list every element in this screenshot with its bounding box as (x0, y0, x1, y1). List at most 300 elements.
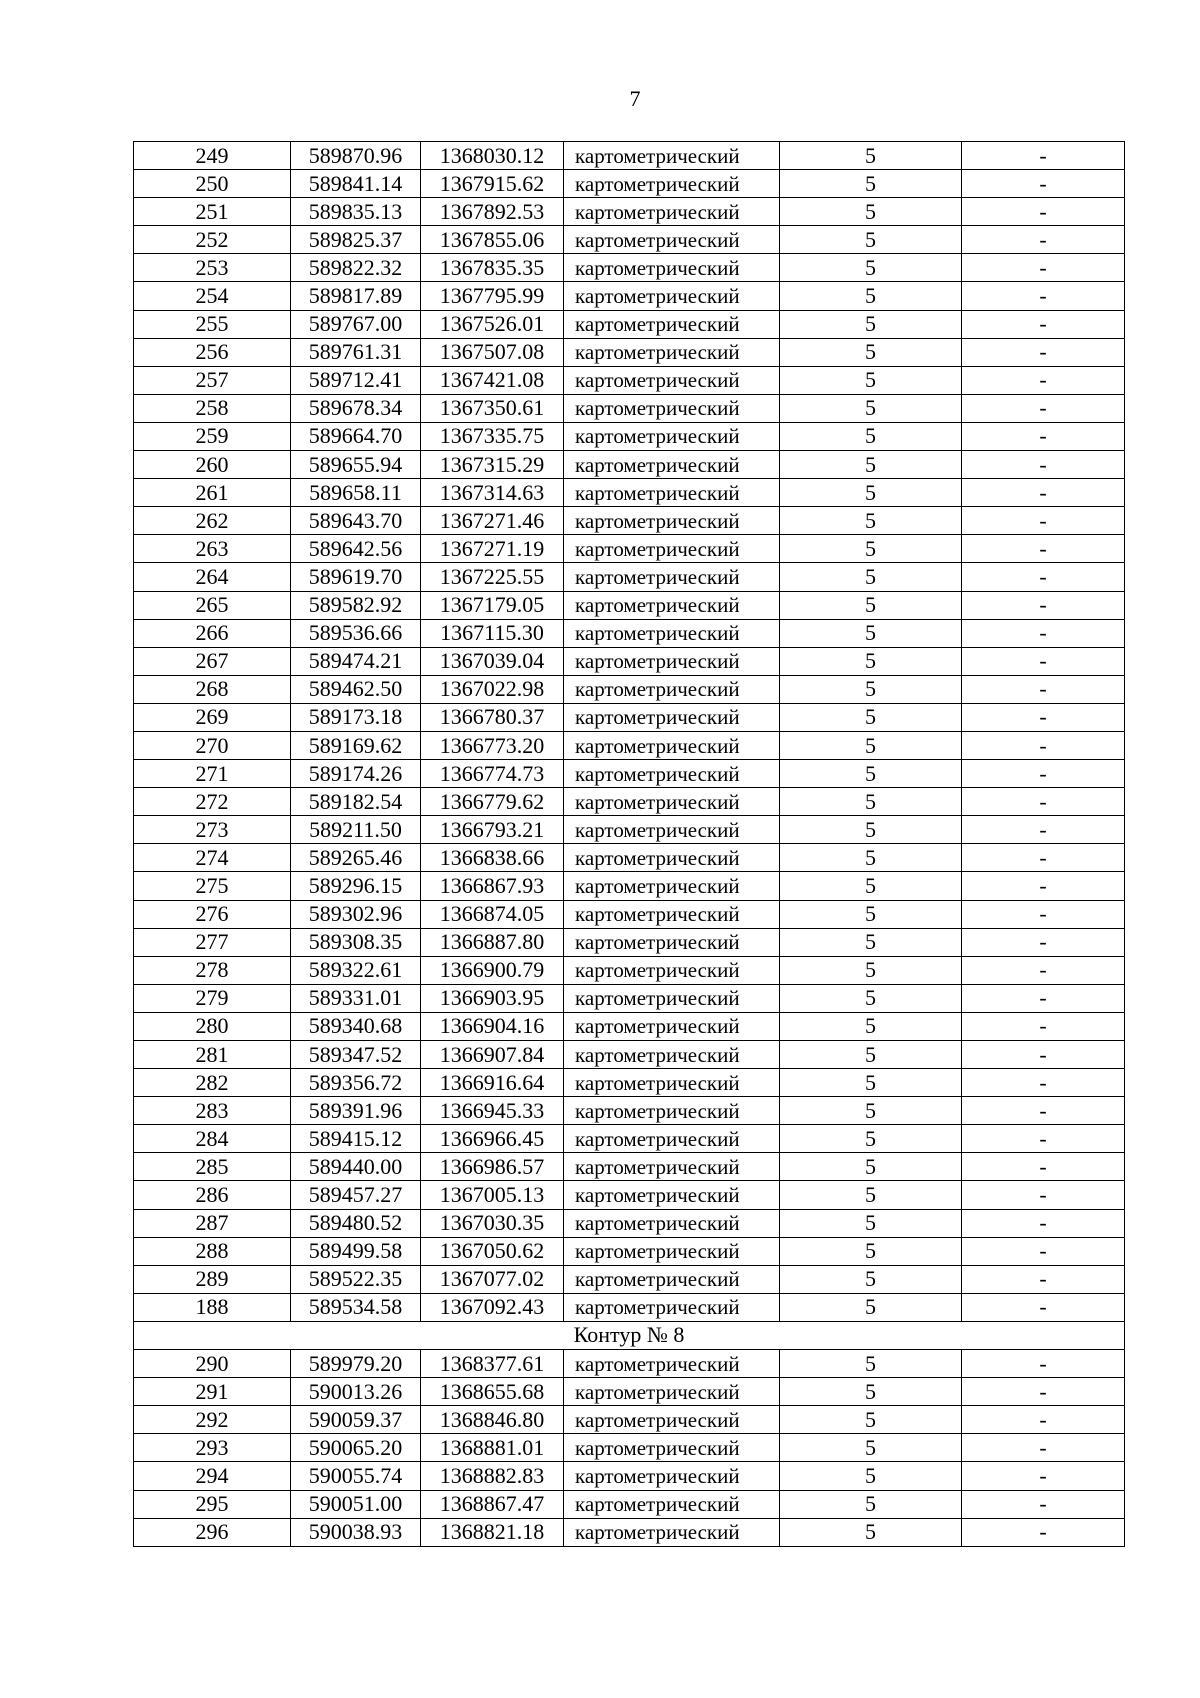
table-row (134, 788, 1125, 816)
cell-point: 284 (134, 1125, 291, 1153)
cell-point: 252 (134, 226, 291, 254)
cell-x: 589474.21 (291, 647, 421, 675)
cell-y: 1367271.46 (421, 507, 564, 535)
cell-method: картометрический (564, 394, 780, 422)
table-row (134, 366, 1125, 394)
cell-note: - (962, 760, 1125, 788)
cell-accuracy: 5 (780, 984, 962, 1012)
table-row (134, 1265, 1125, 1293)
cell-y: 1368867.47 (421, 1490, 564, 1518)
cell-note: - (962, 282, 1125, 310)
cell-x: 589391.96 (291, 1097, 421, 1125)
cell-accuracy: 5 (780, 170, 962, 198)
cell-y: 1367005.13 (421, 1181, 564, 1209)
cell-accuracy: 5 (780, 226, 962, 254)
table-row (134, 1434, 1125, 1462)
cell-accuracy: 5 (780, 394, 962, 422)
cell-point: 261 (134, 479, 291, 507)
cell-y: 1367526.01 (421, 310, 564, 338)
cell-accuracy: 5 (780, 1434, 962, 1462)
cell-y: 1366945.33 (421, 1097, 564, 1125)
cell-x: 589182.54 (291, 788, 421, 816)
cell-accuracy: 5 (780, 422, 962, 450)
cell-accuracy: 5 (780, 816, 962, 844)
cell-method: картометрический (564, 198, 780, 226)
table-row (134, 1350, 1125, 1378)
cell-point: 279 (134, 984, 291, 1012)
cell-accuracy: 5 (780, 1265, 962, 1293)
cell-point: 287 (134, 1209, 291, 1237)
cell-note: - (962, 1153, 1125, 1181)
cell-x: 589761.31 (291, 338, 421, 366)
table-row (134, 1518, 1125, 1546)
cell-x: 589712.41 (291, 366, 421, 394)
cell-method: картометрический (564, 254, 780, 282)
cell-point: 273 (134, 816, 291, 844)
cell-point: 251 (134, 198, 291, 226)
cell-x: 589356.72 (291, 1069, 421, 1097)
cell-note: - (962, 788, 1125, 816)
cell-accuracy: 5 (780, 1209, 962, 1237)
cell-accuracy: 5 (780, 675, 962, 703)
cell-x: 590051.00 (291, 1490, 421, 1518)
cell-note: - (962, 675, 1125, 703)
cell-x: 590038.93 (291, 1518, 421, 1546)
cell-accuracy: 5 (780, 591, 962, 619)
cell-method: картометрический (564, 366, 780, 394)
cell-accuracy: 5 (780, 198, 962, 226)
cell-x: 589767.00 (291, 310, 421, 338)
cell-note: - (962, 1406, 1125, 1434)
cell-note: - (962, 1125, 1125, 1153)
cell-accuracy: 5 (780, 1153, 962, 1181)
cell-x: 589817.89 (291, 282, 421, 310)
cell-point: 280 (134, 1012, 291, 1040)
cell-x: 589825.37 (291, 226, 421, 254)
cell-accuracy: 5 (780, 956, 962, 984)
cell-accuracy: 5 (780, 142, 962, 170)
cell-y: 1367077.02 (421, 1265, 564, 1293)
table-row (134, 703, 1125, 731)
cell-method: картометрический (564, 226, 780, 254)
cell-accuracy: 5 (780, 647, 962, 675)
table-row (134, 479, 1125, 507)
cell-point: 188 (134, 1293, 291, 1321)
cell-note: - (962, 310, 1125, 338)
cell-note: - (962, 451, 1125, 479)
table-row (134, 900, 1125, 928)
cell-point: 274 (134, 844, 291, 872)
cell-note: - (962, 1069, 1125, 1097)
cell-note: - (962, 619, 1125, 647)
cell-point: 271 (134, 760, 291, 788)
cell-method: картометрический (564, 1490, 780, 1518)
table-row (134, 507, 1125, 535)
cell-method: картометрический (564, 703, 780, 731)
cell-note: - (962, 1265, 1125, 1293)
cell-y: 1367335.75 (421, 422, 564, 450)
cell-x: 589643.70 (291, 507, 421, 535)
cell-note: - (962, 647, 1125, 675)
table-row (134, 984, 1125, 1012)
cell-y: 1366986.57 (421, 1153, 564, 1181)
cell-note: - (962, 394, 1125, 422)
cell-y: 1367092.43 (421, 1293, 564, 1321)
cell-x: 589415.12 (291, 1125, 421, 1153)
cell-accuracy: 5 (780, 479, 962, 507)
cell-note: - (962, 591, 1125, 619)
cell-accuracy: 5 (780, 1041, 962, 1069)
cell-method: картометрический (564, 731, 780, 759)
cell-point: 281 (134, 1041, 291, 1069)
table-row (134, 816, 1125, 844)
cell-method: картометрический (564, 1350, 780, 1378)
table-row (134, 1378, 1125, 1406)
cell-x: 589536.66 (291, 619, 421, 647)
table-row (134, 1406, 1125, 1434)
cell-point: 272 (134, 788, 291, 816)
cell-method: картометрический (564, 844, 780, 872)
cell-note: - (962, 1434, 1125, 1462)
cell-x: 590059.37 (291, 1406, 421, 1434)
cell-accuracy: 5 (780, 1069, 962, 1097)
cell-note: - (962, 1237, 1125, 1265)
cell-accuracy: 5 (780, 1378, 962, 1406)
section-row (134, 1321, 1125, 1349)
section-title: Контур № 8 (134, 1321, 1125, 1349)
table-row (134, 535, 1125, 563)
cell-x: 589822.32 (291, 254, 421, 282)
cell-accuracy: 5 (780, 282, 962, 310)
cell-method: картометрический (564, 872, 780, 900)
cell-note: - (962, 1209, 1125, 1237)
cell-note: - (962, 142, 1125, 170)
table-row (134, 1069, 1125, 1097)
cell-x: 589322.61 (291, 956, 421, 984)
cell-note: - (962, 366, 1125, 394)
cell-method: картометрический (564, 142, 780, 170)
table-row (134, 928, 1125, 956)
cell-point: 278 (134, 956, 291, 984)
cell-method: картометрический (564, 1406, 780, 1434)
cell-point: 260 (134, 451, 291, 479)
table-row (134, 394, 1125, 422)
cell-accuracy: 5 (780, 703, 962, 731)
cell-point: 269 (134, 703, 291, 731)
cell-point: 249 (134, 142, 291, 170)
table-row (134, 647, 1125, 675)
cell-x: 589499.58 (291, 1237, 421, 1265)
table-row (134, 956, 1125, 984)
cell-x: 589347.52 (291, 1041, 421, 1069)
cell-note: - (962, 563, 1125, 591)
cell-point: 262 (134, 507, 291, 535)
cell-x: 589841.14 (291, 170, 421, 198)
cell-x: 589331.01 (291, 984, 421, 1012)
cell-note: - (962, 1350, 1125, 1378)
cell-method: картометрический (564, 984, 780, 1012)
table-row (134, 872, 1125, 900)
table-row (134, 254, 1125, 282)
cell-method: картометрический (564, 928, 780, 956)
cell-method: картометрический (564, 1125, 780, 1153)
cell-note: - (962, 507, 1125, 535)
cell-point: 282 (134, 1069, 291, 1097)
cell-point: 283 (134, 1097, 291, 1125)
cell-accuracy: 5 (780, 1462, 962, 1490)
cell-x: 589658.11 (291, 479, 421, 507)
cell-note: - (962, 422, 1125, 450)
cell-y: 1368821.18 (421, 1518, 564, 1546)
cell-point: 290 (134, 1350, 291, 1378)
table-row (134, 1209, 1125, 1237)
cell-note: - (962, 1181, 1125, 1209)
table-row (134, 310, 1125, 338)
cell-y: 1366838.66 (421, 844, 564, 872)
cell-y: 1366779.62 (421, 788, 564, 816)
cell-note: - (962, 703, 1125, 731)
cell-point: 257 (134, 366, 291, 394)
cell-note: - (962, 198, 1125, 226)
cell-x: 589340.68 (291, 1012, 421, 1040)
cell-x: 589664.70 (291, 422, 421, 450)
cell-accuracy: 5 (780, 1181, 962, 1209)
cell-accuracy: 5 (780, 1406, 962, 1434)
cell-y: 1366773.20 (421, 731, 564, 759)
cell-accuracy: 5 (780, 338, 962, 366)
cell-note: - (962, 731, 1125, 759)
cell-x: 590065.20 (291, 1434, 421, 1462)
cell-x: 589462.50 (291, 675, 421, 703)
cell-point: 256 (134, 338, 291, 366)
cell-accuracy: 5 (780, 310, 962, 338)
cell-x: 589302.96 (291, 900, 421, 928)
cell-x: 589870.96 (291, 142, 421, 170)
cell-note: - (962, 928, 1125, 956)
cell-accuracy: 5 (780, 563, 962, 591)
cell-method: картометрический (564, 451, 780, 479)
cell-accuracy: 5 (780, 731, 962, 759)
cell-point: 286 (134, 1181, 291, 1209)
cell-point: 263 (134, 535, 291, 563)
cell-accuracy: 5 (780, 788, 962, 816)
cell-accuracy: 5 (780, 844, 962, 872)
cell-method: картометрический (564, 310, 780, 338)
cell-method: картометрический (564, 760, 780, 788)
cell-note: - (962, 1012, 1125, 1040)
cell-accuracy: 5 (780, 1125, 962, 1153)
cell-note: - (962, 956, 1125, 984)
cell-y: 1367115.30 (421, 619, 564, 647)
cell-note: - (962, 226, 1125, 254)
table-row (134, 1181, 1125, 1209)
cell-note: - (962, 338, 1125, 366)
cell-y: 1366903.95 (421, 984, 564, 1012)
cell-method: картометрический (564, 507, 780, 535)
cell-method: картометрический (564, 170, 780, 198)
cell-y: 1367421.08 (421, 366, 564, 394)
page-number: 7 (629, 86, 641, 111)
cell-note: - (962, 1518, 1125, 1546)
cell-note: - (962, 1097, 1125, 1125)
cell-note: - (962, 254, 1125, 282)
cell-note: - (962, 816, 1125, 844)
cell-y: 1367915.62 (421, 170, 564, 198)
cell-x: 589522.35 (291, 1265, 421, 1293)
table-row (134, 563, 1125, 591)
table-row (134, 1490, 1125, 1518)
cell-y: 1366904.16 (421, 1012, 564, 1040)
cell-x: 589655.94 (291, 451, 421, 479)
cell-method: картометрический (564, 1097, 780, 1125)
cell-point: 294 (134, 1462, 291, 1490)
cell-note: - (962, 1293, 1125, 1321)
cell-note: - (962, 535, 1125, 563)
cell-y: 1366916.64 (421, 1069, 564, 1097)
cell-point: 289 (134, 1265, 291, 1293)
cell-y: 1367022.98 (421, 675, 564, 703)
table-row (134, 451, 1125, 479)
cell-note: - (962, 479, 1125, 507)
table-row (134, 1462, 1125, 1490)
cell-y: 1367050.62 (421, 1237, 564, 1265)
cell-y: 1368030.12 (421, 142, 564, 170)
cell-x: 589173.18 (291, 703, 421, 731)
cell-accuracy: 5 (780, 1518, 962, 1546)
table-row (134, 170, 1125, 198)
cell-method: картометрический (564, 788, 780, 816)
cell-x: 589211.50 (291, 816, 421, 844)
cell-point: 292 (134, 1406, 291, 1434)
cell-point: 295 (134, 1490, 291, 1518)
cell-y: 1367030.35 (421, 1209, 564, 1237)
cell-point: 276 (134, 900, 291, 928)
cell-y: 1366867.93 (421, 872, 564, 900)
cell-accuracy: 5 (780, 254, 962, 282)
cell-y: 1366774.73 (421, 760, 564, 788)
cell-accuracy: 5 (780, 1490, 962, 1518)
cell-method: картометрический (564, 338, 780, 366)
cell-y: 1368377.61 (421, 1350, 564, 1378)
cell-accuracy: 5 (780, 1097, 962, 1125)
cell-note: - (962, 984, 1125, 1012)
cell-x: 589979.20 (291, 1350, 421, 1378)
cell-note: - (962, 872, 1125, 900)
cell-method: картометрический (564, 422, 780, 450)
cell-y: 1368882.83 (421, 1462, 564, 1490)
cell-x: 589265.46 (291, 844, 421, 872)
table-row (134, 675, 1125, 703)
cell-note: - (962, 1041, 1125, 1069)
cell-note: - (962, 1490, 1125, 1518)
cell-method: картометрический (564, 1209, 780, 1237)
cell-x: 589619.70 (291, 563, 421, 591)
cell-x: 589678.34 (291, 394, 421, 422)
table-row (134, 422, 1125, 450)
table-row (134, 338, 1125, 366)
table-row (134, 760, 1125, 788)
cell-accuracy: 5 (780, 535, 962, 563)
cell-y: 1366900.79 (421, 956, 564, 984)
cell-method: картометрический (564, 1265, 780, 1293)
cell-accuracy: 5 (780, 872, 962, 900)
cell-y: 1368846.80 (421, 1406, 564, 1434)
cell-point: 258 (134, 394, 291, 422)
cell-method: картометрический (564, 563, 780, 591)
table-row (134, 731, 1125, 759)
cell-note: - (962, 1462, 1125, 1490)
cell-point: 268 (134, 675, 291, 703)
cell-point: 288 (134, 1237, 291, 1265)
cell-method: картометрический (564, 900, 780, 928)
cell-y: 1367855.06 (421, 226, 564, 254)
table-row (134, 1012, 1125, 1040)
cell-point: 253 (134, 254, 291, 282)
cell-note: - (962, 844, 1125, 872)
cell-method: картометрический (564, 1153, 780, 1181)
cell-y: 1368881.01 (421, 1434, 564, 1462)
cell-method: картометрический (564, 1041, 780, 1069)
cell-point: 254 (134, 282, 291, 310)
cell-y: 1366907.84 (421, 1041, 564, 1069)
cell-accuracy: 5 (780, 507, 962, 535)
table-row (134, 1097, 1125, 1125)
cell-point: 266 (134, 619, 291, 647)
cell-x: 589296.15 (291, 872, 421, 900)
cell-accuracy: 5 (780, 1293, 962, 1321)
cell-method: картометрический (564, 282, 780, 310)
cell-x: 589169.62 (291, 731, 421, 759)
table-row (134, 282, 1125, 310)
cell-y: 1367314.63 (421, 479, 564, 507)
cell-note: - (962, 170, 1125, 198)
cell-accuracy: 5 (780, 451, 962, 479)
cell-method: картометрический (564, 647, 780, 675)
cell-x: 590013.26 (291, 1378, 421, 1406)
cell-y: 1366780.37 (421, 703, 564, 731)
cell-point: 259 (134, 422, 291, 450)
cell-x: 589534.58 (291, 1293, 421, 1321)
cell-accuracy: 5 (780, 760, 962, 788)
table-row (134, 844, 1125, 872)
table-row (134, 591, 1125, 619)
cell-point: 267 (134, 647, 291, 675)
cell-method: картометрический (564, 816, 780, 844)
cell-y: 1367225.55 (421, 563, 564, 591)
cell-y: 1367179.05 (421, 591, 564, 619)
table-row (134, 142, 1125, 170)
cell-accuracy: 5 (780, 1350, 962, 1378)
cell-accuracy: 5 (780, 1237, 962, 1265)
cell-accuracy: 5 (780, 619, 962, 647)
cell-method: картометрический (564, 535, 780, 563)
cell-y: 1368655.68 (421, 1378, 564, 1406)
cell-method: картометрический (564, 1434, 780, 1462)
table-row (134, 1237, 1125, 1265)
cell-accuracy: 5 (780, 900, 962, 928)
table-row (134, 1125, 1125, 1153)
cell-point: 264 (134, 563, 291, 591)
cell-method: картометрический (564, 1069, 780, 1097)
cell-point: 291 (134, 1378, 291, 1406)
table-row (134, 198, 1125, 226)
cell-x: 589174.26 (291, 760, 421, 788)
cell-x: 589308.35 (291, 928, 421, 956)
cell-method: картометрический (564, 1378, 780, 1406)
cell-point: 265 (134, 591, 291, 619)
cell-point: 277 (134, 928, 291, 956)
cell-y: 1366874.05 (421, 900, 564, 928)
